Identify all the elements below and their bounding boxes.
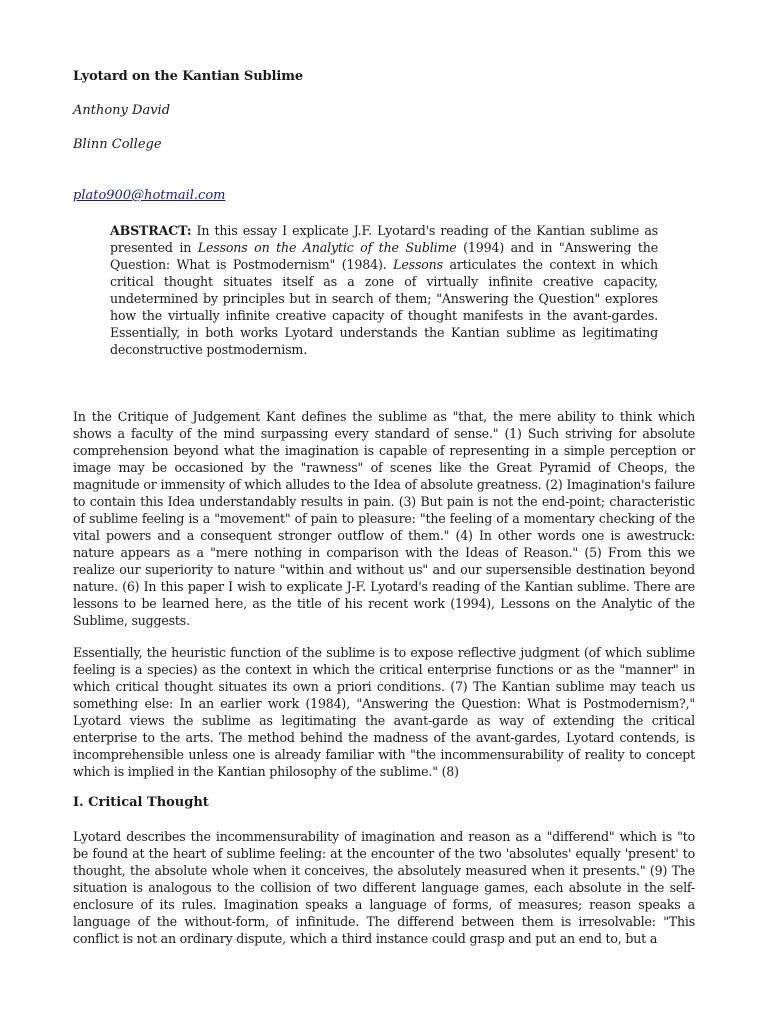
author-affiliation: Blinn College	[73, 137, 162, 152]
abstract-text-c: articulates the context in which critical thought situates itself as a zone of virtually infinite creative capacity, undetermined by principles but in search of them; "Answering the Question" explores how the virtually infinite creative capacity of thought manifests in the avant-gardes. Essentially, in both works Lyotard understands the Kantian sublime as legitimating deconstructive postmodernism.	[110, 257, 658, 357]
abstract-block	[110, 222, 658, 358]
abstract-italic-title: Lessons on the Analytic of the Sublime	[197, 240, 457, 255]
body-paragraph-1: In the Critique of Judgement Kant defines the sublime as "that, the mere ability to think which shows a faculty of the mind surpassing every standard of sense." (1) Such striving for absolute comprehension beyond what the imagination is capable of representing in a simple perception or image may be occasioned by the "rawness" of scenes like the Great Pyramid of Cheops, the magnitude or immensity of which alludes to the Idea of absolute greatness. (2) Imagination's failure to contain this Idea understandably results in pain. (3) But pain is not the end-point; characteristic of sublime feeling is a "movement" of pain to pleasure: "the feeling of a momentary checking of the vital powers and a consequent stronger outflow of them." (4) In other words one is awestruck: nature appears as a "mere nothing in comparison with the Ideas of Reason." (5) From this we realize our superiority to nature "within and without us" and our supersensible destination beyond nature. (6) In this paper I wish to explicate J-F. Lyotard's reading of the Kantian sublime. There are lessons to be learned here, as the title of his recent work (1994), Lessons on the Analytic of the Sublime, suggests.	[73, 409, 695, 628]
author-email-link[interactable]: plato900@hotmail.com	[73, 188, 226, 203]
body-paragraph-3: Lyotard describes the incommensurability of imagination and reason as a "differend" which is "to be found at the heart of sublime feeling: at the encounter of the two 'absolutes' equally 'present' to thought, the absolute whole when it conceives, the absolutely measured when it presents." (9) The situation is analogous to the collision of two different language games, each absolute in the self-enclosure of its rules. Imagination speaks a language of forms, of measures; reason speaks a language of the without-form, of infinitude. The differend between them is irresolvable: "This conflict is not an ordinary dispute, which a third instance could grasp and put an end to, but a	[73, 829, 695, 946]
paper-title: Lyotard on the Kantian Sublime	[73, 69, 304, 84]
abstract-label: ABSTRACT:	[110, 223, 192, 238]
author-name: Anthony David	[73, 103, 171, 118]
body-paragraph-2: Essentially, the heuristic function of the sublime is to expose reflective judgment (of which sublime feeling is a species) as the context in which the critical enterprise functions or as the "manner" in which critical thought situates its own a priori conditions. (7) The Kantian sublime may teach us something else: In an earlier work (1984), "Answering the Question: What is Postmodernism?," Lyotard views the sublime as legitimating the avant-garde as way of extending the critical enterprise to the arts. The method behind the madness of the avant-gardes, Lyotard contends, is incomprehensible unless one is already familiar with "the incommensurability of reality to concept which is implied in the Kantian philosophy of the sublime." (8)	[73, 645, 695, 779]
abstract-text-b: (1994) and in "Answering the Question: What is Postmodernism" (1984).	[110, 240, 658, 272]
section-heading: I. Critical Thought	[73, 795, 209, 810]
abstract-text-a: In this essay I explicate J.F. Lyotard's reading of the Kantian sublime as presented in	[110, 223, 658, 255]
abstract-italic-lessons: Lessons	[393, 257, 443, 272]
